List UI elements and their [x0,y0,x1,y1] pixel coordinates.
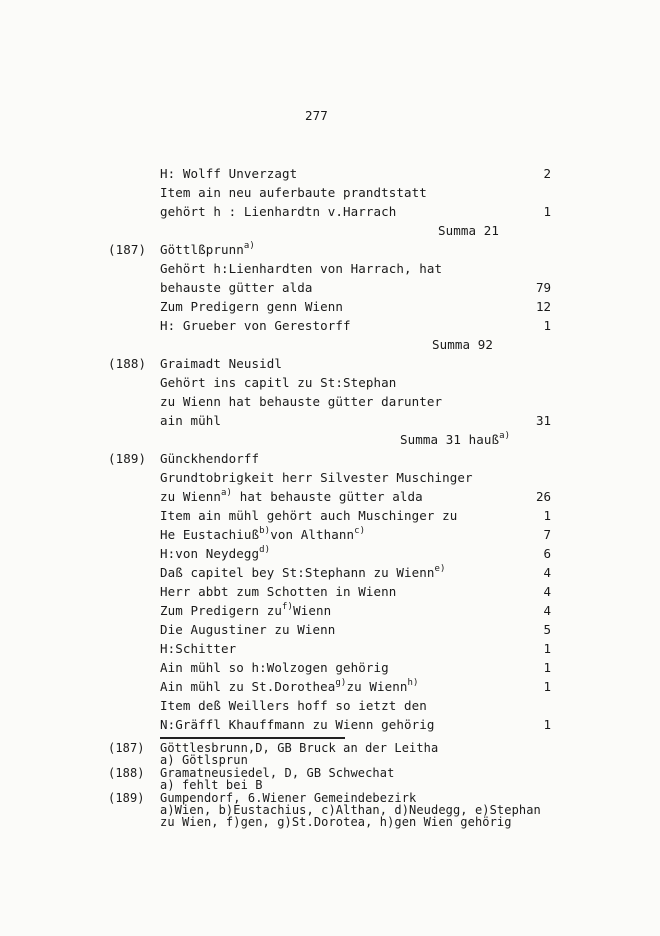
entry-line: gehört h : Lienhardtn v.Harrach [160,204,397,219]
entry-number: (189) [108,451,147,466]
entry-line: N:Gräffl Khauffmann zu Wienn gehörig [160,717,435,732]
footnote-marker: a) [221,488,233,498]
entry-line: Die Augustiner zu Wienn [160,622,336,637]
entry-text: H:von Neydegg [160,546,260,561]
entry-line: H:Schitter [160,641,237,656]
footnote-line: zu Wien, f)gen, g)St.Dorotea, h)gen Wien gehörig [160,815,512,829]
entry-line: Zum Predigern genn Wienn [160,299,344,314]
entry-count: 6 [543,546,551,561]
entry-line: ain mühl [160,413,222,428]
entry-line: Grundtobrigkeit herr Silvester Muschinger [160,470,473,485]
footnote-marker: h) [407,678,419,688]
entry-line [160,565,446,583]
entry-text: Zum Predigern zu [160,603,283,618]
entry-line [160,546,270,564]
entry-text: zu Wienn [346,679,408,694]
footnote-marker: f) [282,602,294,612]
footnote-line: a) fehlt bei B [160,778,263,792]
footnote-number: (187) [108,741,145,755]
entry-text: He Eustachiuß [160,527,260,542]
entry-line: Item ain mühl gehört auch Muschinger zu [160,508,458,523]
entry-count: 4 [543,565,551,580]
footnote-marker: c) [354,526,366,536]
entry-count: 31 [535,413,551,428]
entry-count: 4 [543,584,551,599]
page-number: 277 [305,108,328,123]
entry-line [160,603,331,621]
footnote-line: a)Wien, b)Eustachius, c)Althan, d)Neudegg, e)Stephan [160,803,541,817]
entry-line: Herr abbt zum Schotten in Wienn [160,584,397,599]
footnote-marker: d) [259,545,271,555]
place-name: Göttlßprunn [160,242,244,257]
entry-count: 7 [543,527,551,542]
entry-text: Ain mühl zu St.Dorothea [160,679,336,694]
entry-line: H: Wolff Unverzagt [160,166,298,181]
entry-line: Gehört h:Lienhardten von Harrach, hat [160,261,443,276]
entry-text: zu Wienn [160,489,222,504]
footnote-line: a) Götlsprun [160,753,248,767]
entry-count: 1 [543,679,551,694]
entry-text: Wienn [293,603,332,618]
entry-count: 12 [535,299,551,314]
place-heading [160,242,255,260]
entry-count: 1 [543,641,551,656]
entry-count: 1 [543,508,551,523]
footnote-separator [160,737,345,739]
footnote-marker: b) [259,526,271,536]
entry-line: Ain mühl so h:Wolzogen gehörig [160,660,389,675]
footnote-line: Gramatneusiedel, D, GB Schwechat [160,766,395,780]
footnote-line: Gumpendorf, 6.Wiener Gemeindebezirk [160,791,417,805]
footnote-marker: e) [434,564,446,574]
entry-text: hat behauste gütter alda [232,489,423,504]
entry-count: 1 [543,318,551,333]
entry-line: Item ain neu auferbaute prandtstatt [160,185,427,200]
footnote-line: Göttlesbrunn,D, GB Bruck an der Leitha [160,741,439,755]
place-heading: Günckhendorff [160,451,260,466]
entry-line: zu Wienn hat behauste gütter darunter [160,394,443,409]
entry-number: (188) [108,356,147,371]
entry-text: von Althann [270,527,355,542]
entry-count: 5 [543,622,551,637]
entry-count: 4 [543,603,551,618]
place-heading: Graimadt Neusidl [160,356,283,371]
entry-line [160,679,419,697]
entry-line: Gehört ins capitl zu St:Stephan [160,375,397,390]
entry-count: 2 [543,166,551,181]
entry-count: 1 [543,660,551,675]
summa-line [400,432,510,450]
entry-count: 1 [543,717,551,732]
entry-text: Daß capitel bey St:Stephann zu Wienn [160,565,435,580]
summa-text: Summa 31 hauß [400,432,500,447]
entry-number: (187) [108,242,147,257]
footnote-number: (189) [108,791,145,805]
entry-line: Item deß Weillers hoff so ietzt den [160,698,427,713]
footnote-marker: a) [499,431,511,441]
entry-line [160,489,423,507]
footnote-marker: a) [243,241,255,251]
footnote-number: (188) [108,766,145,780]
summa-line: Summa 92 [432,337,494,352]
entry-line [160,527,365,545]
entry-line: H: Grueber von Gerestorff [160,318,351,333]
footnote-marker: g) [335,678,347,688]
summa-line: Summa 21 [438,223,500,238]
entry-count: 79 [535,280,551,295]
entry-line: behauste gütter alda [160,280,313,295]
entry-count: 1 [543,204,551,219]
entry-count: 26 [535,489,551,504]
